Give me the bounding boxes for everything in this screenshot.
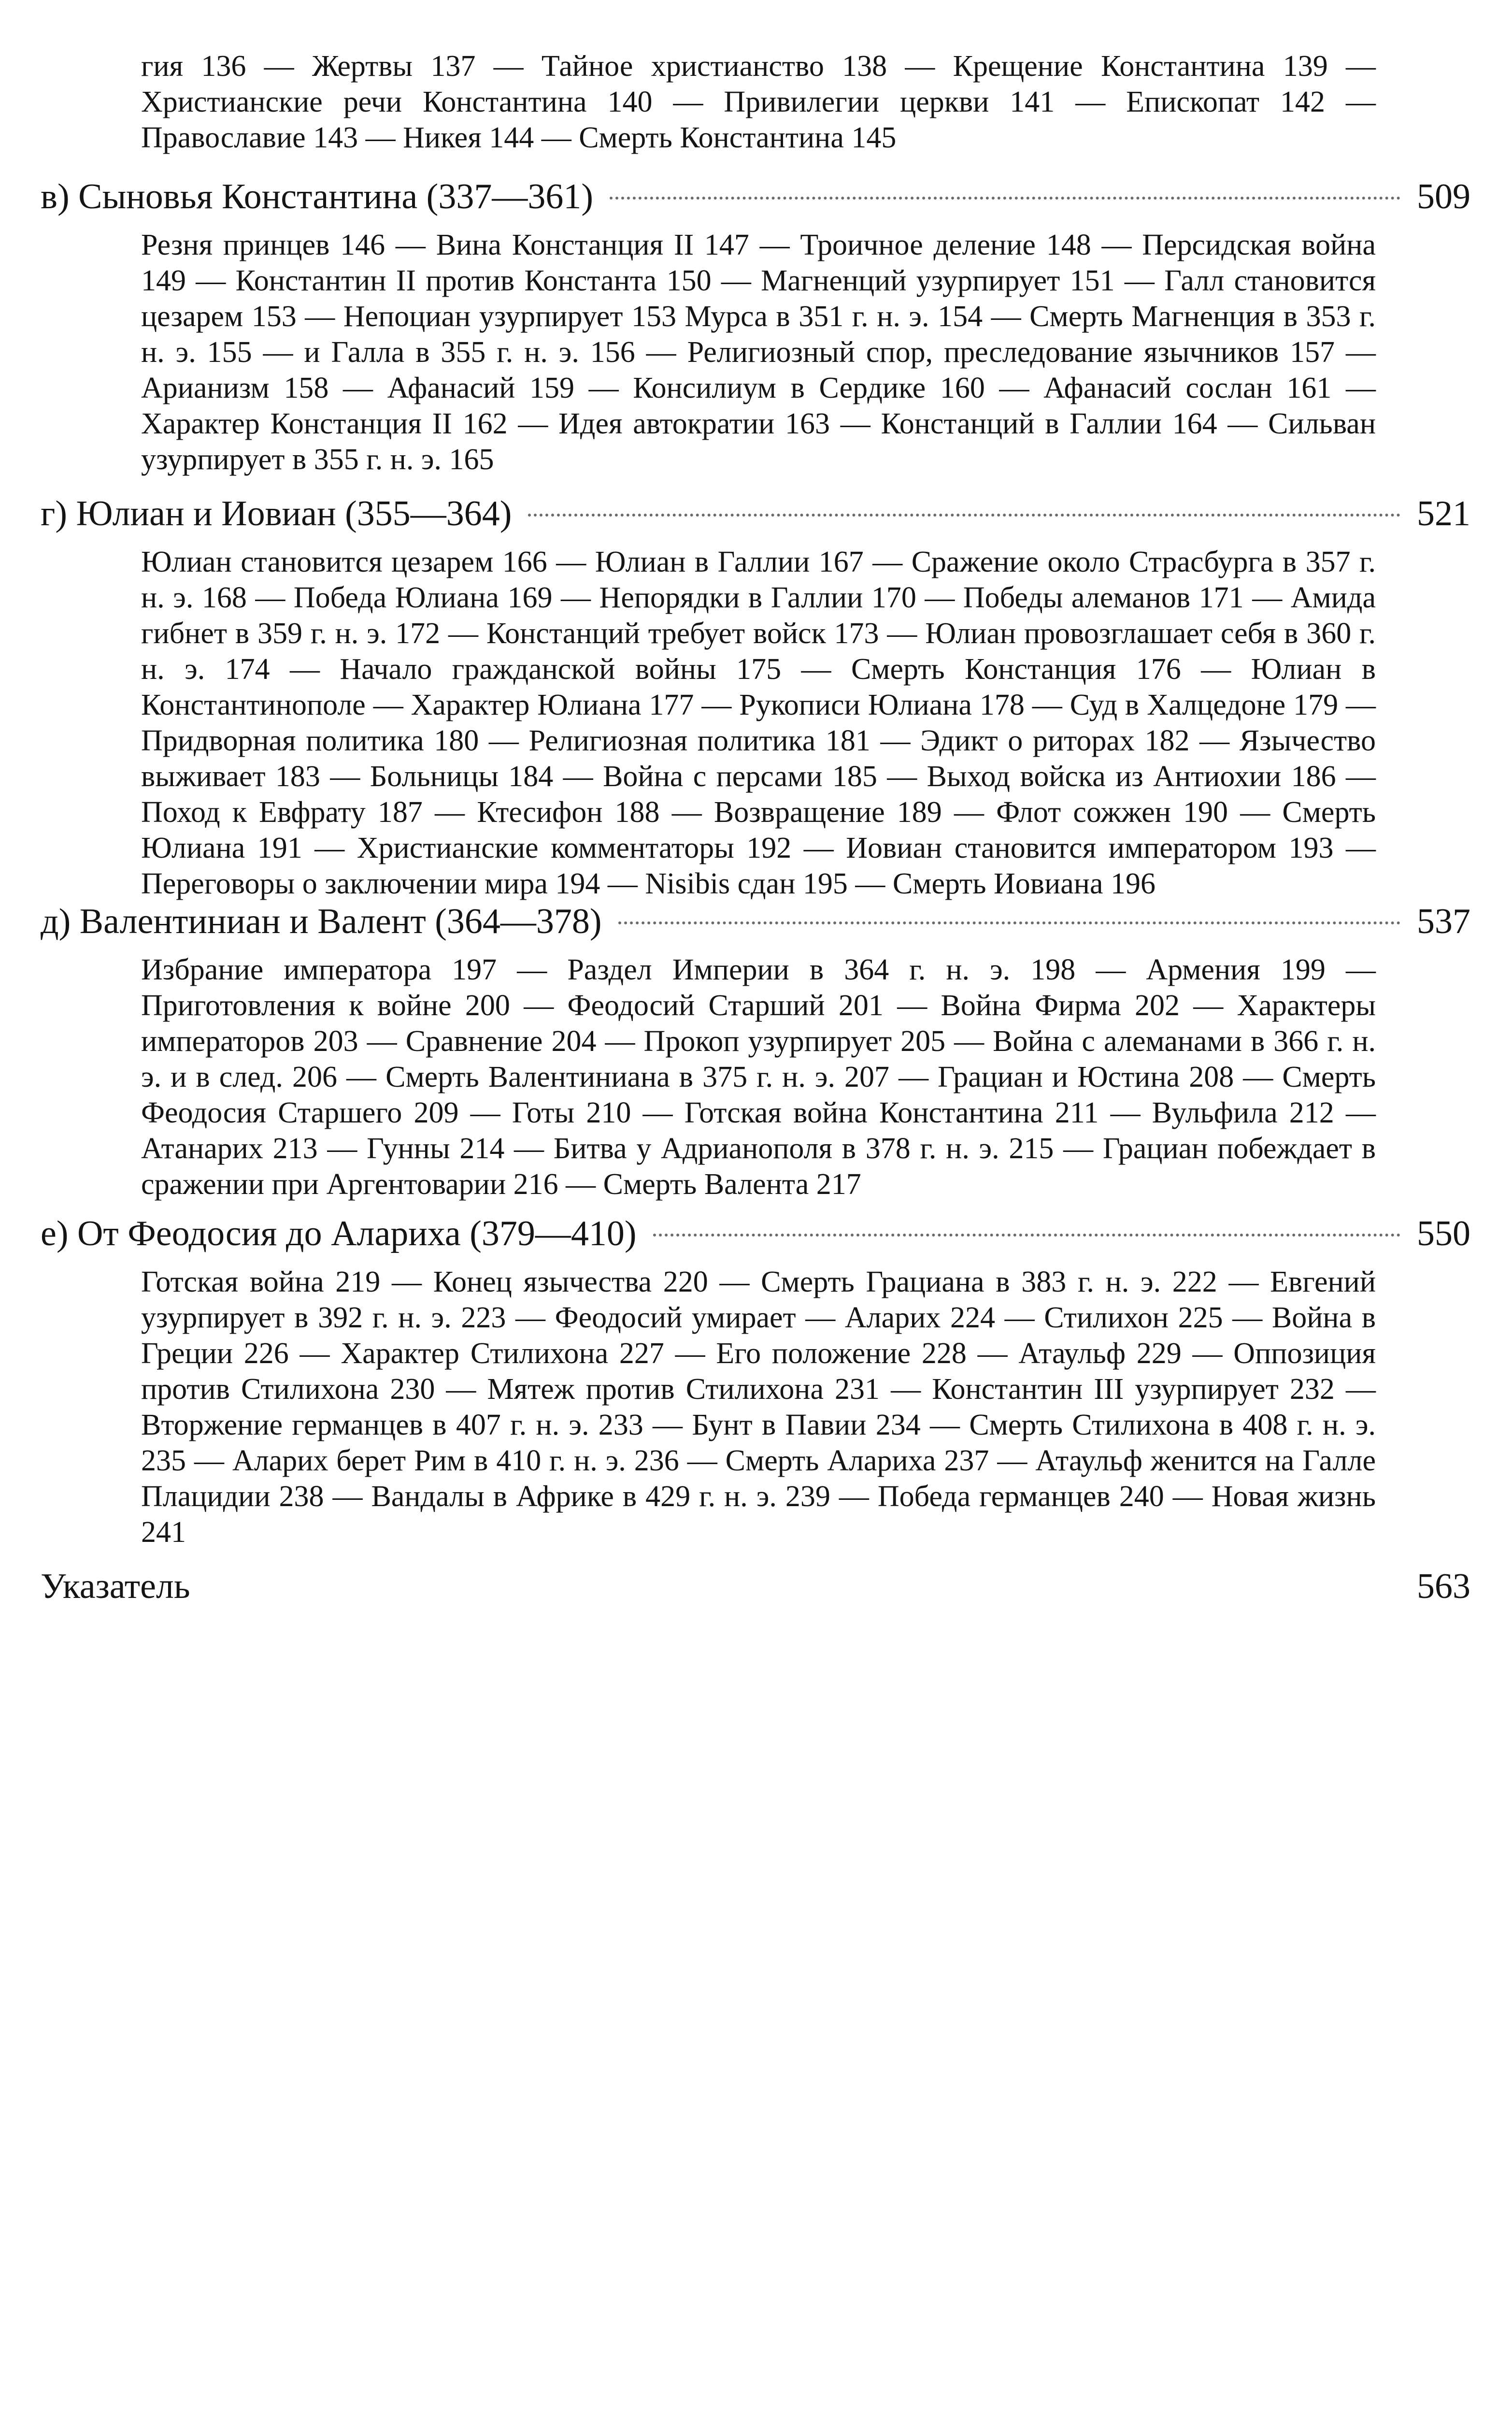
toc-page-number: 537 xyxy=(1417,902,1470,941)
toc-heading-row xyxy=(41,175,1470,218)
toc-heading-row xyxy=(41,1565,1470,1608)
toc-page-number: 521 xyxy=(1417,494,1470,533)
toc-heading-row xyxy=(41,492,1470,535)
toc-entry-julian-and-jovian xyxy=(41,492,1470,902)
toc-summary: Избрание императора 197 — Раздел Империи в 364 г. н. э. 198 — Армения 199 — Приготовления к войне 200 — Феодосий Старший 201 — Война Фирма 202 — Характеры императоров 203 — Сравнение 204 — Прокоп узурпирует 205 — Война с алеманами в 366 г. н. э. и в след. 206 — Смерть Валентиниана в 375 г. н. э. 207 — Грациан и Юстина 208 — Смерть Феодосия Старшего 209 — Готы 210 — Готская война Константина 211 — Вульфила 212 — Атанарих 213 — Гунны 214 — Битва у Адрианополя в 378 г. н. э. 215 — Грациан побеждает в сражении при Аргентоварии 216 — Смерть Валента 217 xyxy=(141,953,1376,1201)
toc-entry-valentinian-and-valens xyxy=(41,900,1470,1202)
toc-page-number: 509 xyxy=(1417,177,1470,216)
toc-heading: е) От Феодосия до Алариха (379—410) xyxy=(41,1214,637,1253)
toc-summary: Юлиан становится цезарем 166 — Юлиан в Галлии 167 — Сражение около Страсбурга в 357 г. н. э. 168 — Победа Юлиана 169 — Непорядки в Галлии 170 — Победы алеманов 171 — Амида гибнет в 359 г. н. э. 172 — Констанций требует войск 173 — Юлиан провозглашает себя в 360 г. н. э. 174 — Начало гражданской войны 175 — Смерть Констанция 176 — Юлиан в Константинополе — Характер Юлиана 177 — Рукописи Юлиана 178 — Суд в Халцедоне 179 — Придворная политика 180 — Религиозная политика 181 — Эдикт о риторах 182 — Язычество выживает 183 — Больницы 184 — Война с персами 185 — Выход войска из Антиохии 186 — Поход к Евфрату 187 — Ктесифон 188 — Возвращение 189 — Флот сожжен 190 — Смерть Юлиана 191 — Христианские комментаторы 192 — Иовиан становится императором 193 — Переговоры о заключении мира 194 — Nisibis сдан 195 — Смерть Иовиана 196 xyxy=(141,546,1376,900)
intro-paragraph: гия 136 — Жертвы 137 — Тайное христианство 138 — Крещение Константина 139 — Христианские речи Константина 140 — Привилегии церкви 141 — Епископат 142 — Православие 143 — Никея 144 — Смерть Константина 145 xyxy=(141,50,1376,154)
blank-leader xyxy=(207,1586,1400,1589)
dot-leader xyxy=(528,514,1400,517)
toc-entry-theodosius-to-alaric xyxy=(41,1212,1470,1550)
toc-entry-sons-of-constantine xyxy=(41,175,1470,477)
toc-page-number: 550 xyxy=(1417,1214,1470,1253)
toc-entry-index xyxy=(41,1565,1470,1608)
toc-heading: Указатель xyxy=(41,1567,190,1606)
dot-leader xyxy=(653,1234,1400,1237)
toc-summary: Резня принцев 146 — Вина Констанция II 147 — Троичное деление 148 — Персидская война 149 — Константин II против Константа 150 — Магненций узурпирует 151 — Галл становится цезарем 153 — Непоциан узурпирует 153 Мурса в 351 г. н. э. 154 — Смерть Магненция в 353 г. н. э. 155 — и Галла в 355 г. н. э. 156 — Религиозный спор, преследование язычников 157 — Арианизм 158 — Афанасий 159 — Консилиум в Сердике 160 — Афанасий сослан 161 — Характер Констанция II 162 — Идея автократии 163 — Констанций в Галлии 164 — Сильван узурпирует в 355 г. н. э. 165 xyxy=(141,229,1376,476)
toc-heading: г) Юлиан и Иовиан (355—364) xyxy=(41,494,512,533)
toc-heading-row xyxy=(41,1212,1470,1255)
toc-heading-row xyxy=(41,900,1470,943)
dot-leader xyxy=(618,921,1400,924)
toc-heading: в) Сыновья Константина (337—361) xyxy=(41,177,593,216)
dot-leader xyxy=(610,197,1400,200)
toc-page-number: 563 xyxy=(1417,1567,1470,1606)
toc-summary: Готская война 219 — Конец язычества 220 — Смерть Грациана в 383 г. н. э. 222 — Евгений узурпирует в 392 г. н. э. 223 — Феодосий умирает — Аларих 224 — Стилихон 225 — Война в Греции 226 — Характер Стилихона 227 — Его положение 228 — Атаульф 229 — Оппозиция против Стилихона 230 — Мятеж против Стилихона 231 — Константин III узурпирует 232 — Вторжение германцев в 407 г. н. э. 233 — Бунт в Павии 234 — Смерть Стилихона в 408 г. н. э. 235 — Аларих берет Рим в 410 г. н. э. 236 — Смерть Алариха 237 — Атаульф женится на Галле Плацидии 238 — Вандалы в Африке в 429 г. н. э. 239 — Победа германцев 240 — Новая жизнь 241 xyxy=(141,1266,1376,1549)
toc-heading: д) Валентиниан и Валент (364—378) xyxy=(41,902,602,941)
